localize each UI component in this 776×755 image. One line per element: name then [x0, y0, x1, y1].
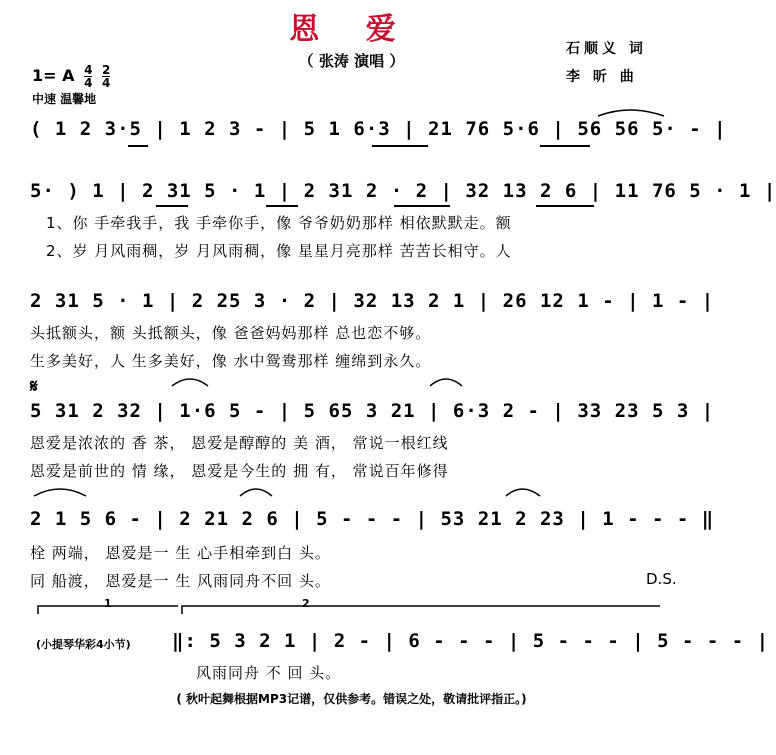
footer-note: ( 秋叶起舞根据MP3记谱，仅供参考。错误之处，敬请批评指正。) — [176, 692, 527, 706]
lyric-verse2-line2: 2、岁 月风雨稠，岁 月风雨稠，像 星星月亮那样 苦苦长相守。人 — [46, 242, 512, 260]
dal-segno-mark: D.S. — [646, 570, 677, 588]
notation-line-1: ( 1 2 3·5 | 1 2 3 - | 5 1 6·3 | 21 76 5·6 | 56 56 5· - | — [30, 118, 727, 140]
lyric-verse1-line5: 栓 两端， 恩爱是一 生 心手相牵到白 头。 — [30, 544, 331, 562]
lyric-verse2-line3: 生多美好，人 生多美好，像 水中鸳鸯那样 缠绵到永久。 — [30, 352, 432, 370]
time-sig-2-denominator: 4 — [102, 76, 111, 90]
slur-line1 — [598, 110, 664, 116]
lyricist-credit: 石顺义 词 — [566, 41, 647, 57]
slur-line5b — [240, 489, 272, 496]
slur-line5c — [506, 489, 540, 496]
time-sig-1-numerator: 4 — [84, 63, 93, 77]
notation-line-2: 5· ) 1 | 2 31 5 · 1 | 2 31 2 · 2 | 32 13 2 6 | 11 76 5 · 1 | — [30, 180, 776, 202]
composer-credit: 李 昕 曲 — [566, 69, 638, 85]
tempo-marking: 中速 温馨地 — [32, 92, 97, 106]
slur-line4b — [430, 379, 462, 386]
slur-line4a — [172, 379, 208, 386]
time-sig-1-denominator: 4 — [84, 76, 93, 90]
key-label: 1= A — [32, 66, 75, 85]
volta-1-number: 1 — [104, 597, 112, 610]
lyric-verse1-line3: 头抵额头，额 头抵额头，像 爸爸妈妈那样 总也恋不够。 — [30, 324, 432, 342]
volta-bracket-1 — [38, 606, 178, 614]
segno-sign: 𝄋 — [30, 376, 38, 397]
volta-bracket-2 — [182, 606, 660, 614]
violin-interlude-label: (小提琴华彩4小节) — [36, 638, 131, 651]
slur-line5a — [34, 489, 86, 496]
lyric-verse1-line4: 恩爱是浓浓的 香 茶， 恩爱是醇醇的 美 酒， 常说一根红线 — [30, 434, 449, 452]
notation-line-6: ‖: 5 3 2 1 | 2 - | 6 - - - | 5 - - - | 5 - - - | — [172, 630, 770, 652]
song-title: 恩 爱 — [289, 12, 414, 47]
volta-2-number: 2 — [302, 597, 310, 610]
singer-credit: （ 张涛 演唱 ） — [298, 52, 405, 70]
notation-line-4: 5 31 2 32 | 1·6 5 - | 5 65 3 21 | 6·3 2 - | 33 23 5 3 | — [30, 400, 715, 422]
time-sig-2-numerator: 2 — [102, 63, 111, 77]
lyric-verse2-line5: 同 船渡， 恩爱是一 生 风雨同舟不回 头。 — [30, 572, 331, 590]
lyric-verse2-line4: 恩爱是前世的 情 缘， 恩爱是今生的 拥 有， 常说百年修得 — [30, 462, 449, 480]
notation-line-3: 2 31 5 · 1 | 2 25 3 · 2 | 32 13 2 1 | 26 12 1 - | 1 - | — [30, 290, 715, 312]
notation-line-5: 2 1 5 6 - | 2 21 2 6 | 5 - - - | 53 21 2 23 | 1 - - - ‖ — [30, 508, 715, 530]
lyric-verse1-line2: 1、你 手牵我手，我 手牵你手，像 爷爷奶奶那样 相依默默走。额 — [46, 214, 512, 232]
lyric-coda: 风雨同舟 不 回 头。 — [196, 664, 342, 682]
